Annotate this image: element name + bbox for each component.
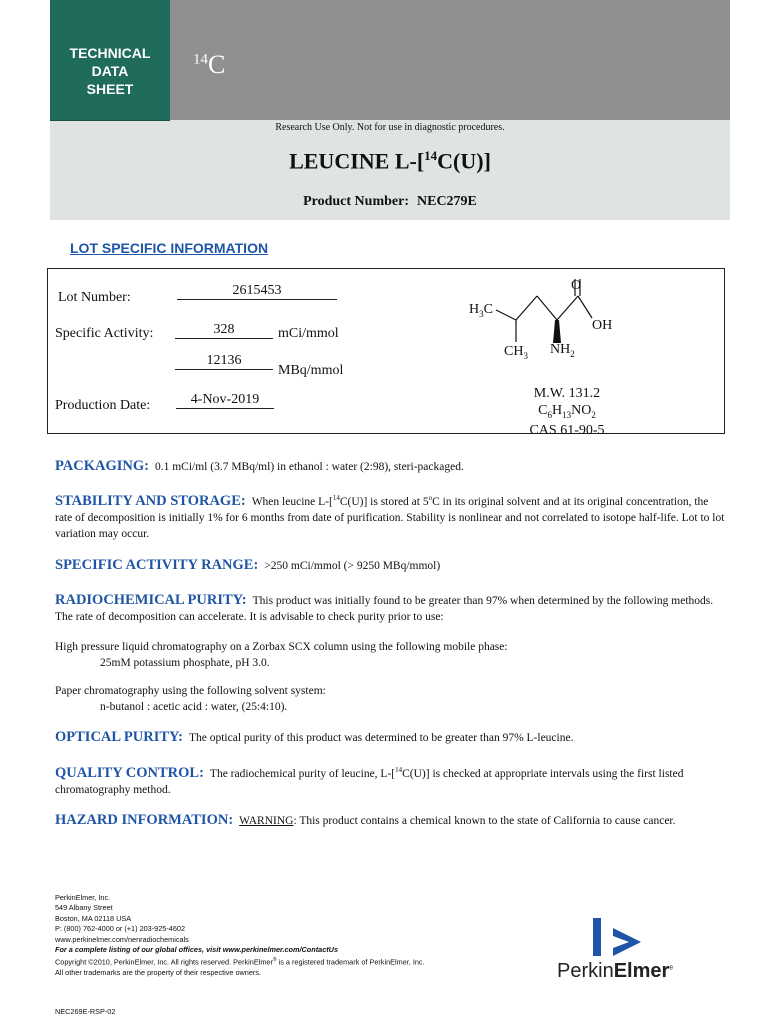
hplc-line-2: 25mM potassium phosphate, pH 3.0. [100, 657, 270, 669]
footer-web-link[interactable]: www.perkinelmer.com/nenradiochemicals [55, 934, 189, 944]
isotope-label [193, 50, 225, 80]
stability-text: C in its original solvent and at its original concentration, the rate of decomposition is initially 1% for 6 months from date of purification. Stability is nonlinear and not correlated to isotope half-life. Lot to lot variation may occur. [55, 495, 725, 540]
product-number-label: Product Number: [303, 194, 409, 209]
activity-range-text: >250 mCi/mmol (> 9250 MBq/mmol) [264, 560, 441, 572]
paper-method [55, 683, 725, 715]
oxygen-label: O [571, 278, 582, 293]
packaging-heading: PACKAGING: [55, 458, 149, 474]
hydroxyl-label: OH [592, 318, 613, 333]
hazard-text: : This product contains a chemical known to the state of California to cause cancer. [293, 815, 676, 827]
research-use-notice: Research Use Only. Not for use in diagnostic procedures. [275, 122, 505, 133]
specific-activity-unit-2: MBq/mmol [278, 363, 344, 378]
optical-purity-heading: OPTICAL PURITY: [55, 729, 183, 745]
lot-number-value: 2615453 [177, 283, 337, 300]
optical-purity-section [55, 729, 725, 746]
specific-activity-mci: 328 [175, 322, 273, 339]
hazard-section [55, 812, 725, 829]
cas-number: CAS 61-90-5 [529, 423, 605, 438]
methyl-label: $CH_3$ [504, 344, 528, 361]
leucine-structure [440, 268, 620, 383]
lot-number-label: Lot Number: [58, 290, 131, 305]
optical-purity-text: The optical purity of this product was determined to be greater than 97% L-leucine. [188, 732, 574, 744]
packaging-text: 0.1 mCi/ml (3.7 MBq/ml) in ethanol : water (2:98), steri-packaged. [154, 461, 464, 473]
molecular-formula: $C_6H_{13}NO_2$ [538, 403, 596, 420]
specific-activity-unit: mCi/mmol [278, 326, 339, 341]
product-number-line [50, 194, 730, 210]
footer-company: PerkinElmer, Inc. [55, 893, 111, 902]
header-gray-panel [170, 0, 730, 120]
product-number-value: NEC279E [417, 194, 477, 209]
specific-activity-label: Specific Activity: [55, 326, 154, 341]
activity-range-heading: SPECIFIC ACTIVITY RANGE: [55, 557, 259, 573]
production-date-label: Production Date: [55, 398, 151, 413]
quality-control-heading: QUALITY CONTROL: [55, 764, 204, 781]
footer-trademarks: All other trademarks are the property of their respective owners. [55, 968, 262, 978]
packaging-section [55, 458, 725, 475]
footer-copyright: Copyright ©2010, PerkinElmer, Inc. All rights reserved. PerkinElmer® is a registered trademark of PerkinElmer, Inc. [55, 957, 425, 967]
footer-offices: For a complete listing of our global offices, visit www.perkinelmer.com/ContactUs [55, 945, 339, 955]
title-suffix: C(U)] [437, 148, 491, 174]
radiochemical-purity-heading: RADIOCHEMICAL PURITY: [55, 592, 247, 608]
lot-info-heading: LOT SPECIFIC INFORMATION [70, 240, 269, 256]
stability-section: STABILITY AND STORAGE: When leucine L-[$^{14}$C(U)] is stored at 5$^o$C in its original solvent and at its original concentration, the rate of decomposition is initially 1% for 6 months from date of purification. Stability is nonlinear and not correlated to isotope half-life. Lot to lot variation may occur. [55, 492, 725, 540]
hplc-line-1: High pressure liquid chromatography on a Zorbax SCX column using the following mobile phase: [55, 641, 508, 653]
activity-range-section [55, 557, 725, 574]
paper-line-1: Paper chromatography using the following solvent system: [55, 685, 326, 697]
footer-street: 549 Albany Street [55, 903, 113, 913]
h3c-label: $H_3C$ [469, 302, 493, 319]
production-date-value: 4-Nov-2019 [176, 392, 274, 409]
specific-activity-mbq: 12136 [175, 353, 273, 370]
radiochemical-purity-section [55, 592, 725, 625]
badge-line-3: SHEET [86, 81, 134, 97]
paper-line-2: n-butanol : acetic acid : water, (25:4:10). [100, 701, 288, 713]
wedge-bond [553, 320, 561, 343]
document-id: NEC269E-RSP-02 [55, 1007, 116, 1016]
hazard-heading: HAZARD INFORMATION: [55, 812, 234, 828]
company-footer [55, 893, 475, 979]
technical-data-sheet-badge [50, 0, 170, 121]
perkinelmer-logo-text: PerkinElmer$^e$ [557, 960, 674, 982]
footer-city: Boston, MA 02118 USA [55, 913, 132, 923]
radiochemical-purity-text: This product was initially found to be greater than 97% when determined by the following methods. The rate of decomposition can accelerate. It is advisable to check purity prior to use: [55, 595, 714, 623]
stability-heading: STABILITY AND STORAGE: [55, 492, 246, 509]
hazard-warning: WARNING [239, 815, 294, 827]
molecular-weight: M.W. 131.2 [533, 386, 601, 401]
quality-control-section: QUALITY CONTROL: The radiochemical purity of leucine, L-[$^{14}$C(U)] is checked at appropriate intervals using the first listed chromatography method. [55, 764, 684, 796]
badge-line-1: TECHNICAL [69, 45, 151, 61]
quality-control-text: C(U)] is checked at appropriate intervals using the first listed chromatography method. [55, 767, 684, 796]
isotope-symbol: C [208, 50, 226, 79]
product-title [50, 148, 730, 174]
badge-line-2: DATA [91, 63, 129, 79]
title-superscript: 14 [424, 148, 438, 163]
isotope-mass: 14 [193, 51, 208, 68]
footer-phone: P: (800) 762-4000 or (+1) 203-925-4602 [55, 924, 186, 934]
hplc-method [55, 639, 725, 671]
title-prefix: LEUCINE L-[ [289, 148, 425, 174]
amine-label: $NH_2$ [550, 342, 575, 359]
